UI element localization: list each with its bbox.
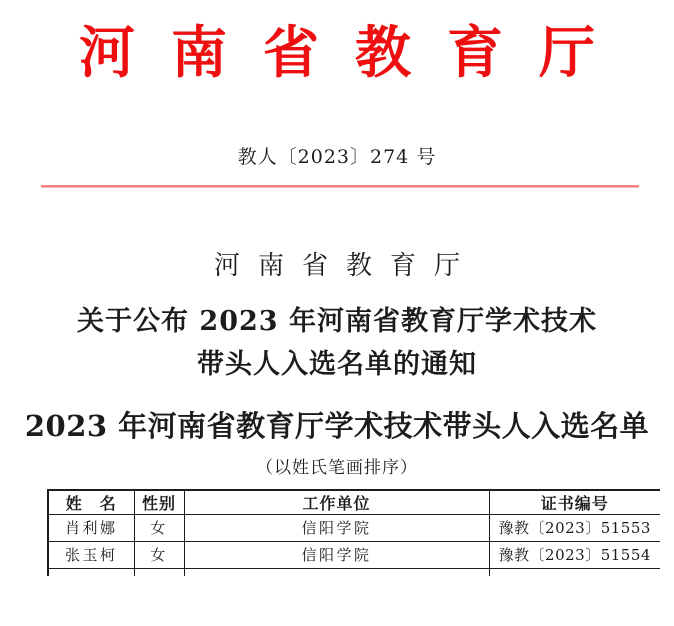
table-header-row — [48, 490, 660, 515]
empty-cell — [489, 568, 660, 576]
name-cell: 肖利娜 — [48, 514, 134, 541]
roster-list-title: 2023 年河南省教育厅学术技术带头人入选名单 — [24, 408, 650, 443]
letterhead-divider-rule — [41, 185, 639, 188]
roster-table-body — [48, 514, 660, 576]
column-header-certificate-number-cell: 证书编号 — [489, 490, 660, 515]
work-unit-cell: 信阳学院 — [184, 541, 489, 568]
column-header-name-cell: 姓 名 — [48, 490, 134, 515]
column-header-gender-cell: 性别 — [134, 490, 184, 515]
roster-table-container — [47, 489, 660, 576]
work-unit-cell: 信阳学院 — [184, 514, 489, 541]
gender-cell: 女 — [134, 541, 184, 568]
agency-letterhead: 河南省教育厅 — [79, 20, 631, 86]
roster-table — [47, 489, 660, 576]
notice-title — [0, 300, 674, 386]
empty-cell — [184, 568, 489, 576]
department-title: 河南省教育厅 — [213, 250, 478, 281]
table-row — [48, 541, 660, 568]
document-number: 教人〔2023〕274 号 — [237, 145, 437, 168]
clipped-table-row — [48, 568, 660, 576]
empty-cell — [48, 568, 134, 576]
notice-title-line1: 关于公布 2023 年河南省教育厅学术技术 — [77, 305, 597, 337]
notice-title-line2: 带头人入选名单的通知 — [197, 348, 477, 380]
sort-order-note: （以姓氏笔画排序） — [256, 457, 418, 478]
name-cell: 张玉柯 — [48, 541, 134, 568]
gender-cell: 女 — [134, 514, 184, 541]
certificate-number-cell: 豫教〔2023〕51553 — [489, 514, 660, 541]
certificate-number-cell: 豫教〔2023〕51554 — [489, 541, 660, 568]
empty-cell — [134, 568, 184, 576]
table-row — [48, 514, 660, 541]
column-header-work-unit-cell: 工作单位 — [184, 490, 489, 515]
